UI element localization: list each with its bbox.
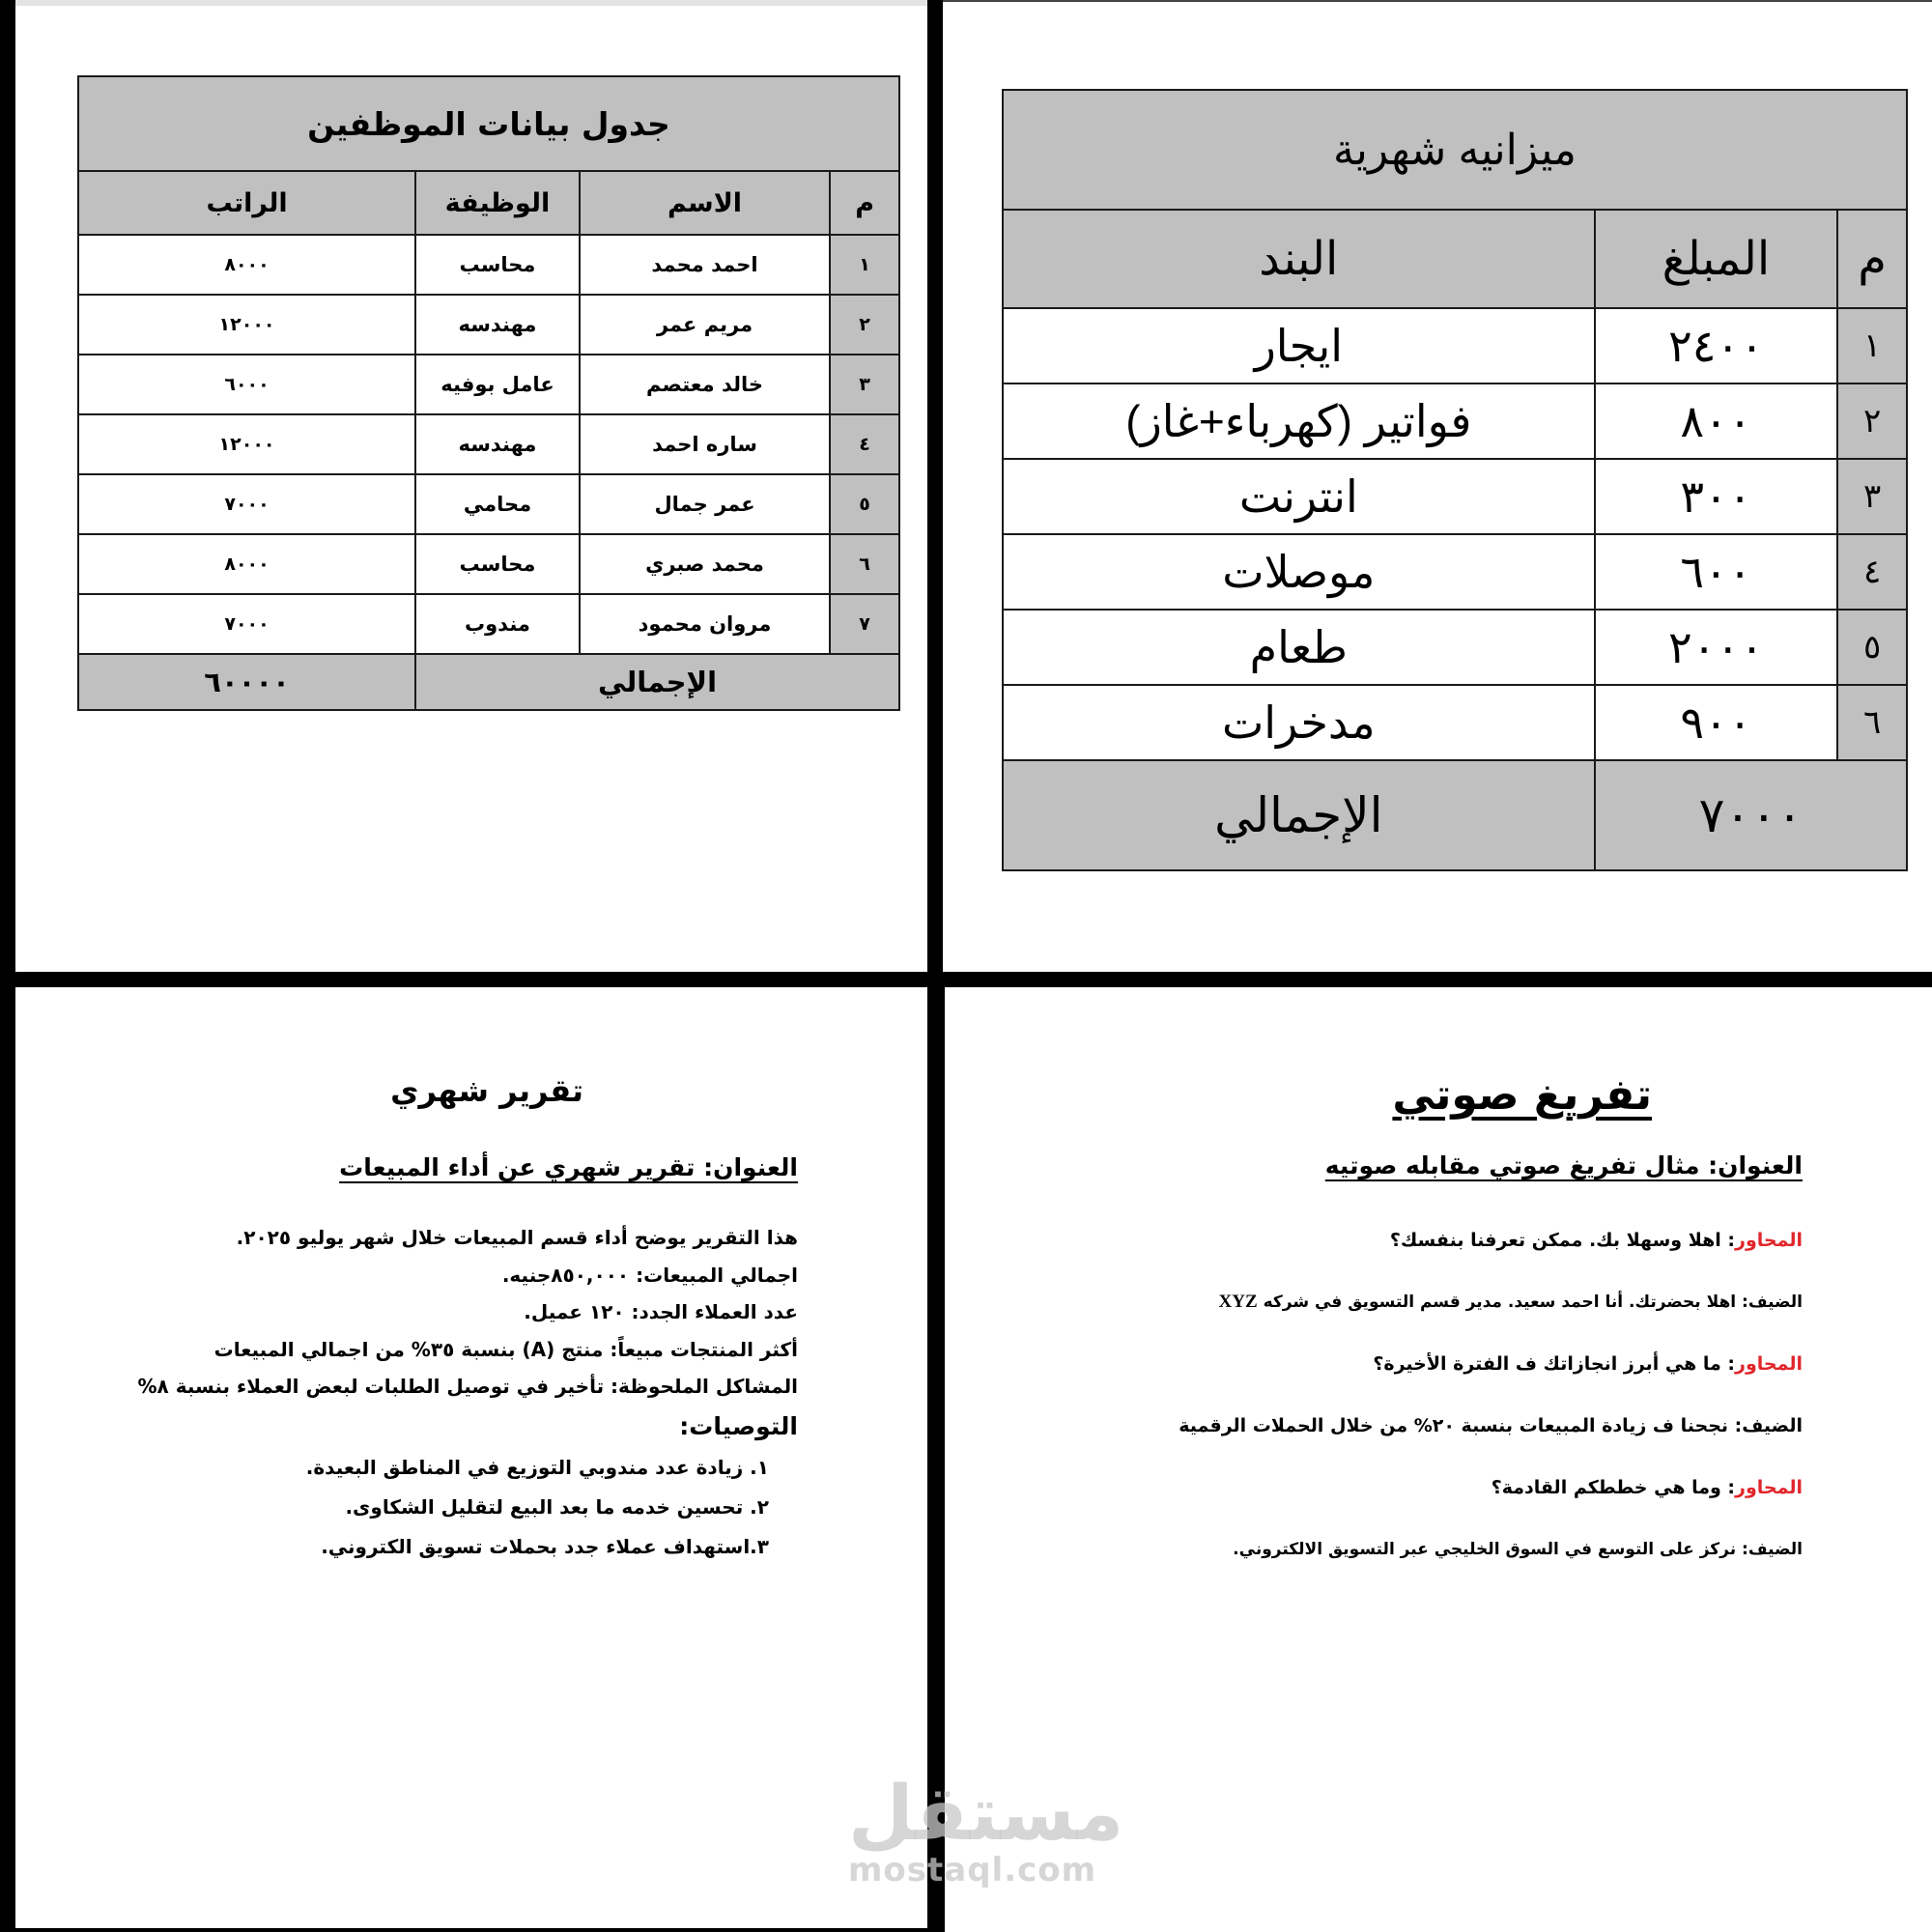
transcript-subject: العنوان: مثال تفريغ صوتي مقابله صوتيه (1324, 1151, 1803, 1179)
row-index: ٦ (1837, 685, 1907, 760)
employee-table-page (15, 0, 927, 972)
recommendations-title: التوصيات: (679, 1411, 798, 1440)
row-index: ٧ (830, 594, 899, 654)
table-row (78, 534, 899, 594)
total-row (1003, 760, 1907, 870)
dialogue-text: : نركز على التوسع في السوق الخليجي عبر التسويق الالكتروني. (1233, 1540, 1748, 1559)
table-row (78, 594, 899, 654)
row-item: طعام (1003, 610, 1595, 685)
table-row (78, 414, 899, 474)
speaker-host: المحاور (1735, 1230, 1803, 1251)
table-row (1003, 610, 1907, 685)
transcript-title: تفريغ صوتي (1392, 1070, 1652, 1120)
table-row (1003, 308, 1907, 384)
table-row (1003, 534, 1907, 610)
page-top-strip (15, 0, 927, 6)
report-line: هذا التقرير يوضح أداء قسم المبيعات خلال شهر يوليو ٢٠٢٥. (236, 1226, 798, 1249)
table-row (1003, 459, 1907, 534)
dialogue-line (1068, 1476, 1803, 1499)
row-index: ٥ (830, 474, 899, 534)
budget-table (1002, 89, 1908, 871)
row-name: عمر جمال (580, 474, 830, 534)
dialogue-text: : ما هي أبرز انجازاتك ف الفترة الأخيرة؟ (1373, 1353, 1736, 1375)
row-index: ٢ (830, 295, 899, 355)
header-index: م (830, 171, 899, 235)
row-amount: ٣٠٠ (1595, 459, 1838, 534)
speaker-host: المحاور (1735, 1353, 1803, 1375)
recommendation-item: ٢. تحسين خدمه ما بعد البيع لتقليل الشكاوى. (345, 1494, 769, 1519)
row-job: مهندسه (415, 295, 580, 355)
row-salary: ١٢٠٠٠ (78, 295, 415, 355)
report-subject: العنوان: تقرير شهري عن أداء المبيعات (339, 1153, 798, 1181)
row-name: ساره احمد (580, 414, 830, 474)
header-salary: الراتب (78, 171, 415, 235)
page-top-strip (943, 0, 1932, 2)
budget-table-title: ميزانيه شهرية (1003, 90, 1907, 210)
row-job: محاسب (415, 235, 580, 295)
report-title: تقرير شهري (390, 1072, 583, 1109)
total-label: الإجمالي (415, 654, 899, 710)
row-amount: ٩٠٠ (1595, 685, 1838, 760)
row-salary: ٨٠٠٠ (78, 534, 415, 594)
report-line: أكثر المنتجات مبيعاً: منتج (A) بنسبة ٣٥% من اجمالي المبيعات (213, 1337, 798, 1361)
row-index: ٢ (1837, 384, 1907, 459)
row-name: احمد محمد (580, 235, 830, 295)
dialogue-line (1068, 1538, 1803, 1561)
row-salary: ٧٠٠٠ (78, 594, 415, 654)
report-line: اجمالي المبيعات: ٨٥٠,٠٠٠جنيه. (501, 1263, 798, 1287)
header-name: الاسم (580, 171, 830, 235)
transcript-body (1068, 1229, 1803, 1600)
watermark-latin: mostaql.com (848, 1851, 1097, 1889)
monthly-report-page (15, 987, 927, 1928)
row-item: مدخرات (1003, 685, 1595, 760)
header-job: الوظيفة (415, 171, 580, 235)
header-index: م (1837, 210, 1907, 308)
row-salary: ٦٠٠٠ (78, 355, 415, 414)
company-name: XYZ (1218, 1292, 1258, 1312)
row-amount: ٨٠٠ (1595, 384, 1838, 459)
dialogue-line (1068, 1395, 1803, 1457)
watermark-arabic: مستقل (848, 1771, 1124, 1858)
table-row (1003, 384, 1907, 459)
dialogue-text: : اهلا بحضرتك. أنا احمد سعيد. مدير قسم التسويق في شركه (1257, 1293, 1748, 1312)
row-name: محمد صبري (580, 534, 830, 594)
row-index: ١ (1837, 308, 1907, 384)
row-amount: ٦٠٠ (1595, 534, 1838, 610)
speaker-guest: الضيف (1747, 1293, 1803, 1312)
row-salary: ٨٠٠٠ (78, 235, 415, 295)
row-index: ١ (830, 235, 899, 295)
recommendations-list (83, 1448, 798, 1567)
speaker-guest: الضيف (1747, 1540, 1803, 1559)
row-salary: ٧٠٠٠ (78, 474, 415, 534)
row-index: ٣ (830, 355, 899, 414)
total-value: ٧٠٠٠ (1595, 760, 1907, 870)
header-amount: المبلغ (1595, 210, 1838, 308)
table-row (78, 355, 899, 414)
total-label: الإجمالي (1003, 760, 1595, 870)
row-amount: ٢٤٠٠ (1595, 308, 1838, 384)
row-name: مروان محمود (580, 594, 830, 654)
row-amount: ٢٠٠٠ (1595, 610, 1838, 685)
row-name: مريم عمر (580, 295, 830, 355)
total-row (78, 654, 899, 710)
table-row (78, 235, 899, 295)
budget-table-page (943, 0, 1932, 972)
row-name: خالد معتصم (580, 355, 830, 414)
row-item: ايجار (1003, 308, 1595, 384)
speaker-host: المحاور (1735, 1477, 1803, 1498)
report-line: المشاكل الملحوظة: تأخير في توصيل الطلبات لبعض العملاء بنسبة ٨% (137, 1375, 798, 1398)
table-row (78, 474, 899, 534)
dialogue-text: : وما هي خططكم القادمة؟ (1491, 1477, 1736, 1498)
report-line: عدد العملاء الجدد: ١٢٠ عميل. (524, 1300, 798, 1323)
recommendation-item: ٣.استهداف عملاء جدد بحملات تسويق الكتروني. (321, 1534, 769, 1558)
dialogue-line (1068, 1291, 1803, 1314)
row-item: فواتير (كهرباء+غاز) (1003, 384, 1595, 459)
speaker-guest: الضيف (1742, 1415, 1803, 1436)
row-job: محامي (415, 474, 580, 534)
row-job: محاسب (415, 534, 580, 594)
row-item: موصلات (1003, 534, 1595, 610)
employee-table (77, 75, 900, 711)
dialogue-text: : نجحنا ف زيادة المبيعات بنسبة ٢٠% من خلال الحملات الرقمية (1179, 1415, 1743, 1436)
row-job: عامل بوفيه (415, 355, 580, 414)
dialogue-line (1068, 1352, 1803, 1376)
row-index: ٥ (1837, 610, 1907, 685)
row-item: انترنت (1003, 459, 1595, 534)
row-index: ٤ (1837, 534, 1907, 610)
row-index: ٣ (1837, 459, 1907, 534)
header-item: البند (1003, 210, 1595, 308)
row-index: ٤ (830, 414, 899, 474)
row-job: مهندسه (415, 414, 580, 474)
transcript-page (945, 987, 1932, 1932)
table-row (78, 295, 899, 355)
dialogue-text: : اهلا وسهلا بك. ممكن تعرفنا بنفسك؟ (1389, 1230, 1736, 1251)
dialogue-line (1068, 1229, 1803, 1252)
total-value: ٦٠٠٠٠ (78, 654, 415, 710)
table-row (1003, 685, 1907, 760)
recommendation-item: ١. زيادة عدد مندوبي التوزيع في المناطق البعيدة. (305, 1455, 769, 1479)
employee-table-title: جدول بيانات الموظفين (78, 76, 899, 171)
row-salary: ١٢٠٠٠ (78, 414, 415, 474)
row-job: مندوب (415, 594, 580, 654)
row-index: ٦ (830, 534, 899, 594)
report-body (83, 1219, 798, 1567)
